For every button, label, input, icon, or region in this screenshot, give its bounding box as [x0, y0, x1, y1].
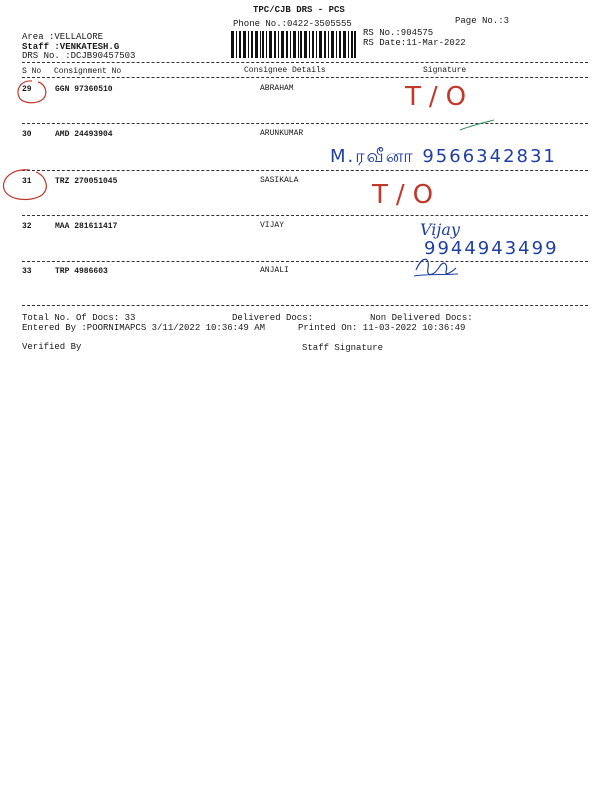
divider [22, 62, 588, 63]
row-consignee: ANJALI [260, 266, 289, 275]
sno-circle-29 [12, 78, 52, 108]
non-delivered-docs: Non Delivered Docs: [370, 313, 473, 323]
row-consignment-no: AMD 24493904 [55, 130, 113, 139]
delivered-docs: Delivered Docs: [232, 313, 314, 323]
column-header-sno: S No [22, 67, 42, 76]
row-divider [22, 261, 588, 262]
row-divider [22, 123, 588, 124]
area-field: Area :VELLALORE [22, 32, 104, 42]
total-docs: Total No. Of Docs: 33 [22, 313, 136, 323]
divider [22, 77, 588, 78]
phone-number: Phone No.:0422-3505555 [233, 19, 352, 29]
barcode [231, 31, 356, 58]
row-consignee: SASIKALA [260, 176, 299, 185]
row-consignee: ABRAHAM [260, 84, 294, 93]
staff-signature: Staff Signature [302, 343, 384, 353]
row-consignee: VIJAY [260, 221, 285, 230]
row-consignment-no: MAA 281611417 [55, 222, 118, 231]
row-divider [22, 305, 588, 306]
sno-circle-31 [0, 167, 54, 207]
row-consignment-no: GGN 97360510 [55, 85, 113, 94]
page-number: Page No.:3 [455, 16, 510, 26]
entered-by: Entered By :POORNIMAPCS 3/11/2022 10:36:49 AM [22, 323, 266, 333]
row-divider [22, 170, 588, 171]
row-sno: 32 [22, 222, 32, 231]
staff-field: Staff :VENKATESH.G [22, 42, 120, 52]
row-sno: 29 [22, 85, 32, 94]
printed-on: Printed On: 11-03-2022 10:36:49 [298, 323, 466, 333]
row-sno: 30 [22, 130, 32, 139]
recipient-signature-33 [410, 250, 460, 282]
rs-number: RS No.:904575 [363, 28, 434, 38]
column-header-signature: Signature [423, 66, 467, 75]
row-consignment-no: TRP 4986603 [55, 267, 108, 276]
drs-number: DRS No. :DCJB90457503 [22, 51, 136, 61]
handwritten-note-31: T/O [372, 180, 442, 210]
row-consignee: ARUNKUMAR [260, 129, 304, 138]
row-divider [22, 215, 588, 216]
document-title: TPC/CJB DRS - PCS [253, 5, 345, 15]
handwritten-note-30: M.ரவீனா 9566342831 [330, 146, 557, 167]
column-header-consignment: Consignment No [54, 67, 122, 76]
row-sno: 33 [22, 267, 32, 276]
column-header-consignee: Consignee Details [244, 66, 326, 75]
handwritten-phone-32: 9944943499 [424, 238, 559, 259]
handwritten-note-29: T/O [405, 82, 475, 112]
ink-tick-mark [458, 118, 498, 134]
row-sno: 31 [22, 177, 32, 186]
rs-date: RS Date:11-Mar-2022 [363, 38, 466, 48]
row-consignment-no: TRZ 270051045 [55, 177, 118, 186]
verified-by: Verified By [22, 342, 82, 352]
handwritten-name-32: Vijay [420, 220, 460, 239]
